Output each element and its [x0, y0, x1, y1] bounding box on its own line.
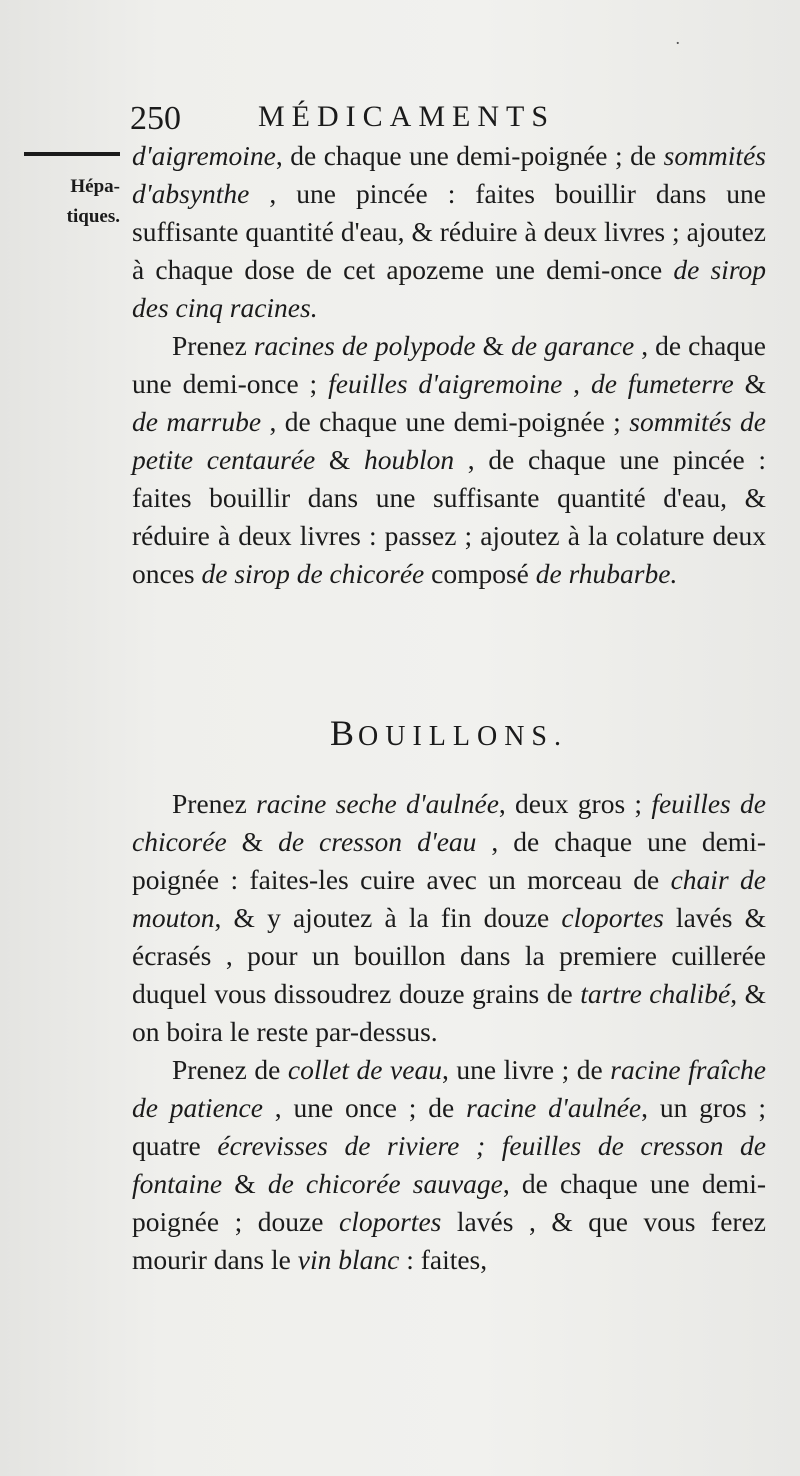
margin-note-line: tiques. [66, 206, 120, 227]
text-run: Prenez de [172, 1054, 288, 1085]
italic-run: tartre chalibé [580, 978, 731, 1009]
italic-run: de sirop des cinq racines. [132, 254, 766, 323]
text-run: & [475, 330, 512, 361]
text-run: , une livre ; de [441, 1054, 611, 1085]
heading-rest: OUILLONS. [358, 721, 568, 752]
margin-note-line: Hépa- [70, 176, 120, 197]
italic-run: de sirop de chicorée [201, 558, 425, 589]
text-block-bouillons [132, 785, 766, 1279]
text-run: : faites, [399, 1244, 488, 1275]
text-run: , de chaque une demi-poignée ; de [275, 140, 664, 171]
italic-run: vin blanc [297, 1244, 400, 1275]
italic-run: racine d'aulnée [466, 1092, 642, 1123]
text-run: Prenez [172, 788, 257, 819]
italic-run: sommités d'absynthe [132, 140, 766, 209]
italic-run: racine fraîche de patience [132, 1054, 766, 1123]
text-block-apozemes [132, 137, 766, 593]
text-run: , de chaque une demi-poignée ; [261, 406, 630, 437]
text-run: , un gros ; quatre [132, 1092, 767, 1161]
text-run: , [562, 368, 591, 399]
text-run: , de chaque une demi-poignée : faites-les cuire avec un morceau de [132, 826, 766, 895]
paragraph [132, 1051, 766, 1279]
italic-run: cloportes [339, 1206, 442, 1237]
italic-run: racines de polypode [253, 330, 476, 361]
page-number: 250 [130, 100, 181, 137]
text-run: lavés , & que vous ferez mourir dans le [132, 1206, 766, 1275]
corner-mark: . [675, 28, 680, 48]
italic-run: sommités de petite centaurée [132, 406, 766, 475]
italic-run: de garance [511, 330, 635, 361]
italic-run: racine seche d'aulnée [256, 788, 499, 819]
text-run: , & y ajoutez à la fin douze [214, 902, 562, 933]
text-run: , une pincée : faites bouillir dans une suffisante quantité d'eau, & réduire à deux livres ; ajoutez à chaque dose de cet apozeme une demi-once [132, 178, 766, 285]
text-run: , de chaque une pincée : faites bouillir dans une suffisante quantité d'eau, & réduire à deux livres : passez ; ajoutez à la colature deux onces [132, 444, 767, 589]
text-run: , & on boira le reste par-dessus. [132, 978, 767, 1047]
text-run: & [315, 444, 364, 475]
text-run: composé [424, 558, 536, 589]
italic-run: feuilles de chicorée [132, 788, 766, 857]
text-run: & [222, 1168, 268, 1199]
italic-run: de rhubarbe. [535, 558, 678, 589]
italic-run: d'aigremoine [132, 140, 276, 171]
italic-run: de chicorée sauvage [267, 1168, 503, 1199]
paragraph [132, 137, 766, 327]
text-run: , une once ; de [262, 1092, 467, 1123]
text-run: Prenez [172, 330, 254, 361]
heading-initial: B [329, 713, 358, 753]
paragraph [132, 327, 766, 593]
italic-run: feuilles d'aigremoine [328, 368, 563, 399]
italic-run: cloportes [561, 902, 664, 933]
italic-run: de fumeterre [590, 368, 734, 399]
text-run: & [733, 368, 766, 399]
italic-run: de marrube [132, 406, 262, 437]
italic-run: houblon [363, 444, 455, 475]
italic-run: collet de veau [287, 1054, 442, 1085]
italic-run: de cresson d'eau [278, 826, 477, 857]
italic-run: écrevisses de riviere ; feuilles de cresson de fontaine [132, 1130, 767, 1199]
text-run: , deux gros ; [498, 788, 652, 819]
text-run: lavés & écrasés , pour un bouillon dans la premiere cuillerée duquel vous dissoudrez douze grains de [132, 902, 766, 1009]
running-title: MÉDICAMENTS [258, 100, 556, 133]
text-run: , de chaque une demi-once ; [132, 330, 766, 399]
paragraph [132, 785, 766, 1051]
text-run: & [226, 826, 279, 857]
italic-run: chair de mouton [132, 864, 766, 933]
margin-rule [24, 152, 120, 156]
margin-note [28, 172, 120, 232]
section-heading [132, 712, 766, 754]
text-run: , de chaque une demi-poignée ; douze [132, 1168, 766, 1237]
